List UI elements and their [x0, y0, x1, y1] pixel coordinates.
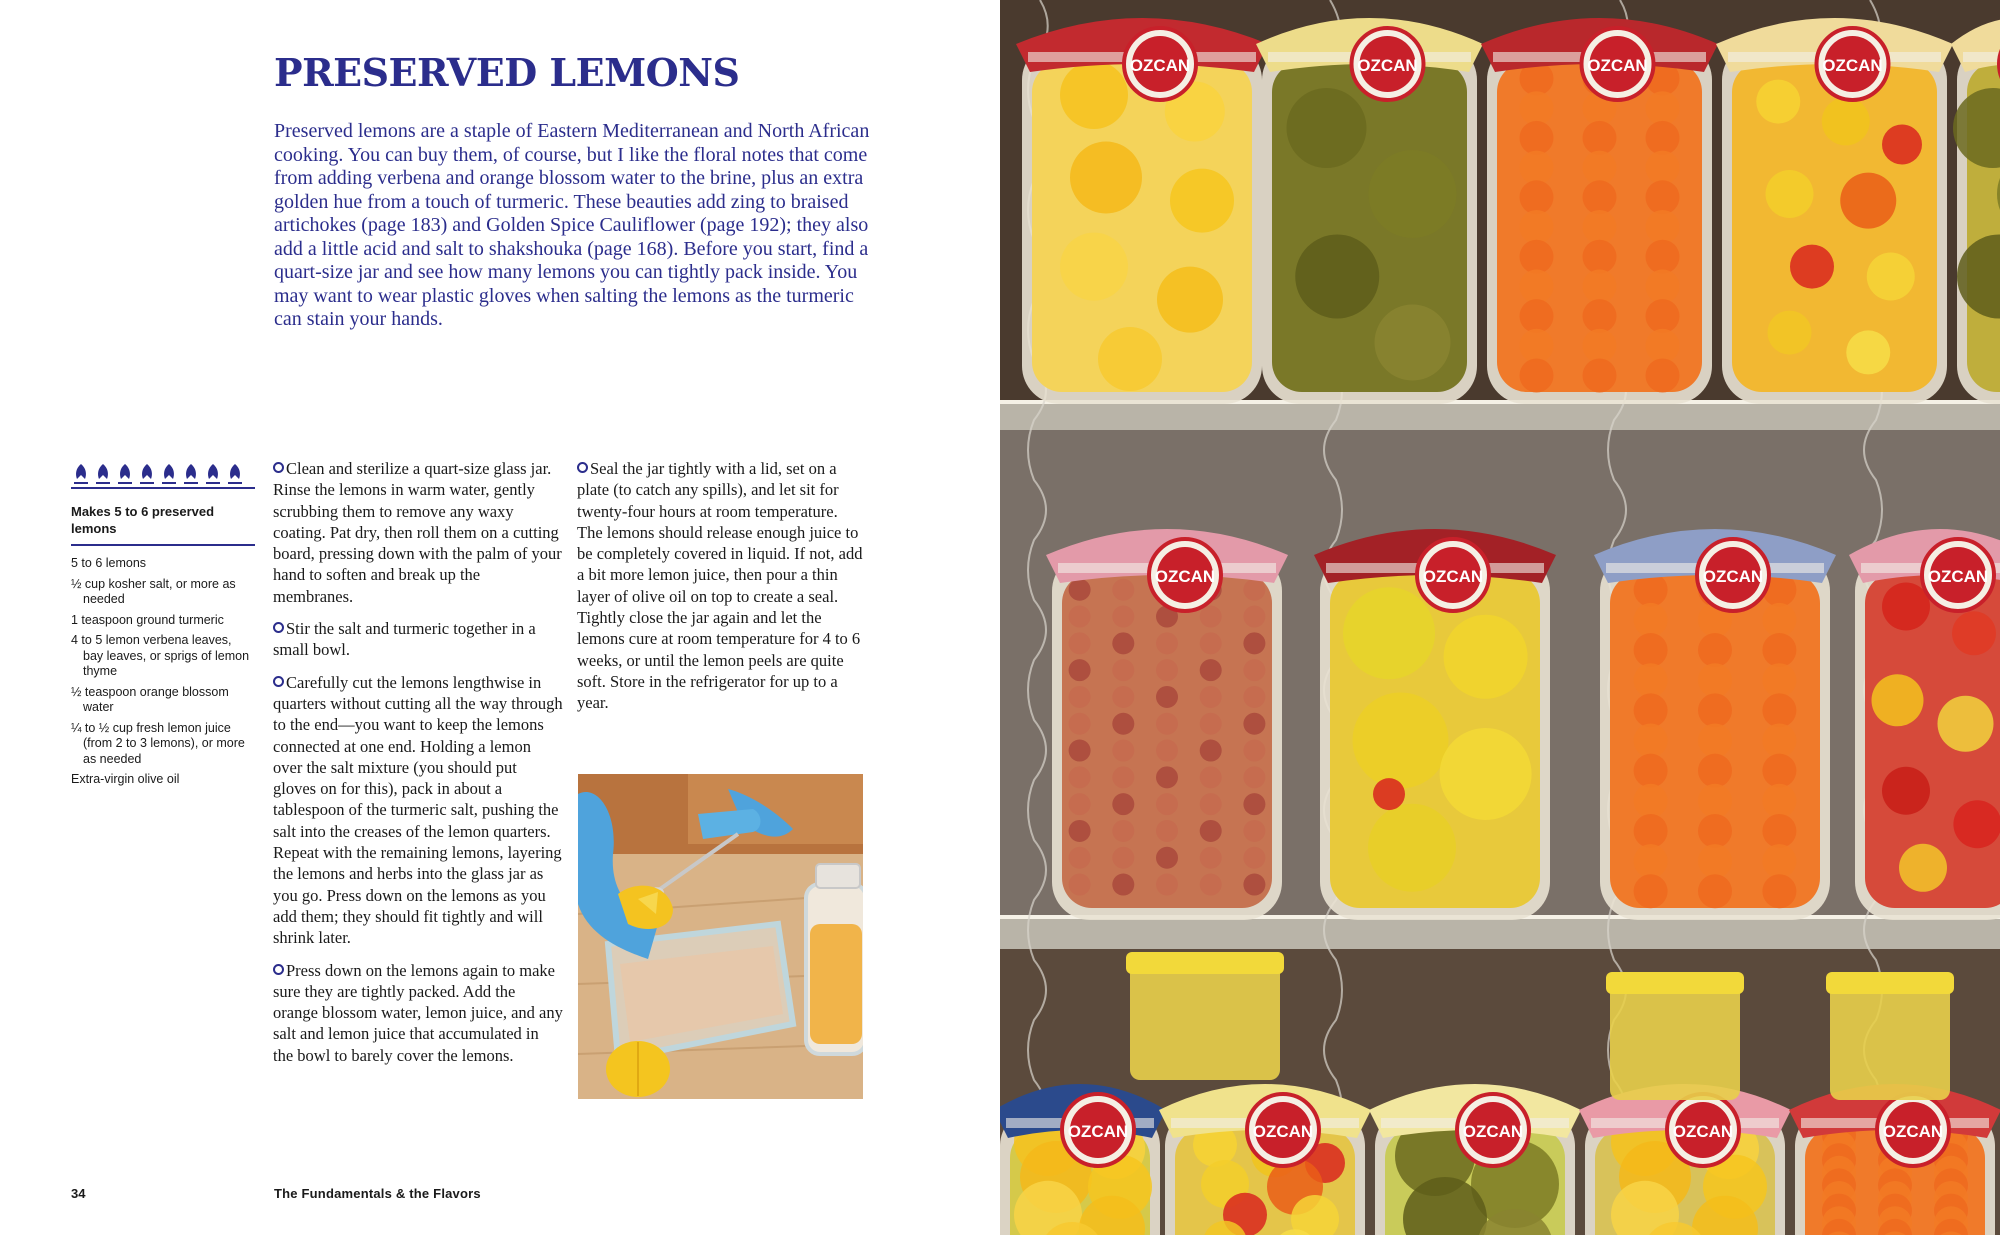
pickle-jar [1849, 529, 2000, 920]
svg-text:OZCAN: OZCAN [1357, 56, 1418, 75]
step-bullet-icon [273, 462, 284, 473]
ingredient-item: 5 to 6 lemons [71, 556, 147, 570]
step-bullet-icon [273, 964, 284, 975]
svg-text:OZCAN: OZCAN [1252, 1122, 1314, 1141]
svg-text:OZCAN: OZCAN [1672, 1122, 1734, 1141]
pickle-jar [1016, 18, 1268, 404]
recipe-yield: Makes 5 to 6 preserved lemons [71, 504, 215, 536]
svg-text:OZCAN: OZCAN [1129, 56, 1191, 75]
ingredient-item: ½ teaspoon orange blossom water [71, 684, 229, 714]
svg-text:OZCAN: OZCAN [1822, 56, 1883, 75]
svg-text:OZCAN: OZCAN [1067, 1122, 1129, 1141]
method-step [577, 458, 867, 714]
method-column-2 [577, 458, 867, 725]
method-step [273, 458, 563, 607]
ingredient-item: Extra-virgin olive oil [71, 772, 180, 786]
ingredient-item: 4 to 5 lemon verbena leaves, bay leaves, or sprigs of lemon thyme [71, 633, 250, 678]
pickle-jar [1369, 1084, 1581, 1235]
pickle-jars-photo [1000, 0, 2000, 1235]
step-text: Clean and sterilize a quart-size glass jar. Rinse the lemons in warm water, gently scrubbing them to remove any waxy coating. Pat dry, then roll them on a cutting board, pressing down with the palm of your hand to soften and break up the membranes. [273, 459, 562, 606]
svg-text:OZCAN: OZCAN [1422, 567, 1484, 586]
pickle-jar [1716, 18, 1953, 404]
method-step [273, 960, 563, 1066]
recipe-intro: Preserved lemons are a staple of Eastern Mediterranean and North African cooking. You can buy them, of course, but I like the floral notes that come from adding verbena and orange blossom water to the brine, plus an extra golden hue from a touch of turmeric. These beauties add zing to braised artichokes (page 183) and Golden Spice Cauliflower (page 192); they also add a little acid and salt to shakshouka (page 168). Before you start, find a quart-size jar and see how many lemons you can tightly pack inside. You may want to wear plastic gloves when salting the lemons as the turmeric can stain your hands. [274, 120, 870, 330]
page-number: 34 [71, 1186, 86, 1201]
method-step [273, 672, 563, 949]
pickle-jar [1000, 1084, 1166, 1235]
recipe-title: PRESERVED LEMONS [274, 50, 740, 95]
svg-text:OZCAN: OZCAN [1702, 567, 1764, 586]
pickle-jar [1481, 18, 1718, 404]
pickle-jar [1579, 1084, 1791, 1235]
pickle-jar [1314, 529, 1556, 920]
svg-text:OZCAN: OZCAN [1587, 56, 1648, 75]
ingredient-list [71, 556, 255, 788]
pickle-jar [1789, 1084, 2000, 1235]
ingredient-item: 1 teaspoon ground turmeric [71, 612, 224, 627]
step-text: Seal the jar tightly with a lid, set on a plate (to catch any spills), and let sit for twenty-four hours at room temperature. The lemons should release enough juice to be completely covered in liquid. If not, add a bit more lemon juice, then pour a thin layer of olive oil on top to create a seal. Tightly close the jar again and let the lemons cure at room temperature for 4 to 6 weeks, or until the lemon peels are quite soft. Store in the refrigerator for up to a year. [577, 459, 863, 713]
pickle-jar [1046, 529, 1288, 920]
running-footer: The Fundamentals & the Flavors [274, 1186, 481, 1201]
pickle-jar [1594, 529, 1836, 920]
salting-lemons-photo [578, 774, 863, 1099]
ornament-border-icon [71, 462, 255, 486]
step-text: Carefully cut the lemons lengthwise in quarters without cutting all the way through to the end—you want to keep the lemons connected at one end. Holding a lemon over the salt mixture (you should put gloves on for this), pack in about a tablespoon of the turmeric salt, pushing the salt into the creases of the lemon quarters. Repeat with the remaining lemons, layering the lemons and herbs into the glass jar as you go. Press down on the lemons as you add them; they should fit tightly and will shrink later. [273, 672, 563, 948]
svg-text:OZCAN: OZCAN [1154, 567, 1216, 586]
step-bullet-icon [577, 462, 588, 473]
pickle-jar [1951, 18, 2000, 404]
step-text: Stir the salt and turmeric together in a small bowl. [273, 619, 536, 660]
ingredient-item: ¼ to ½ cup fresh lemon juice (from 2 to 3 lemons), or more as needed [71, 720, 245, 766]
step-bullet-icon [273, 622, 284, 633]
pickle-jar [1256, 18, 1483, 404]
step-text: Press down on the lemons again to make sure they are tightly packed. Add the orange blossom water, lemon juice, and any salt and lemon juice that accumulated in the bowl to barely cover the lemons. [273, 960, 563, 1065]
ingredient-item: ½ cup kosher salt, or more as needed [71, 576, 236, 606]
pickle-jar [1159, 1084, 1371, 1235]
method-column-1 [273, 458, 563, 1077]
ornament-rule [71, 487, 255, 489]
svg-text:OZCAN: OZCAN [1882, 1122, 1944, 1141]
yield-divider [71, 544, 255, 546]
method-step [273, 618, 563, 661]
svg-text:OZCAN: OZCAN [1462, 1122, 1524, 1141]
svg-text:OZCAN: OZCAN [1927, 567, 1989, 586]
ingredients-sidebar [71, 462, 255, 793]
step-bullet-icon [273, 676, 284, 687]
